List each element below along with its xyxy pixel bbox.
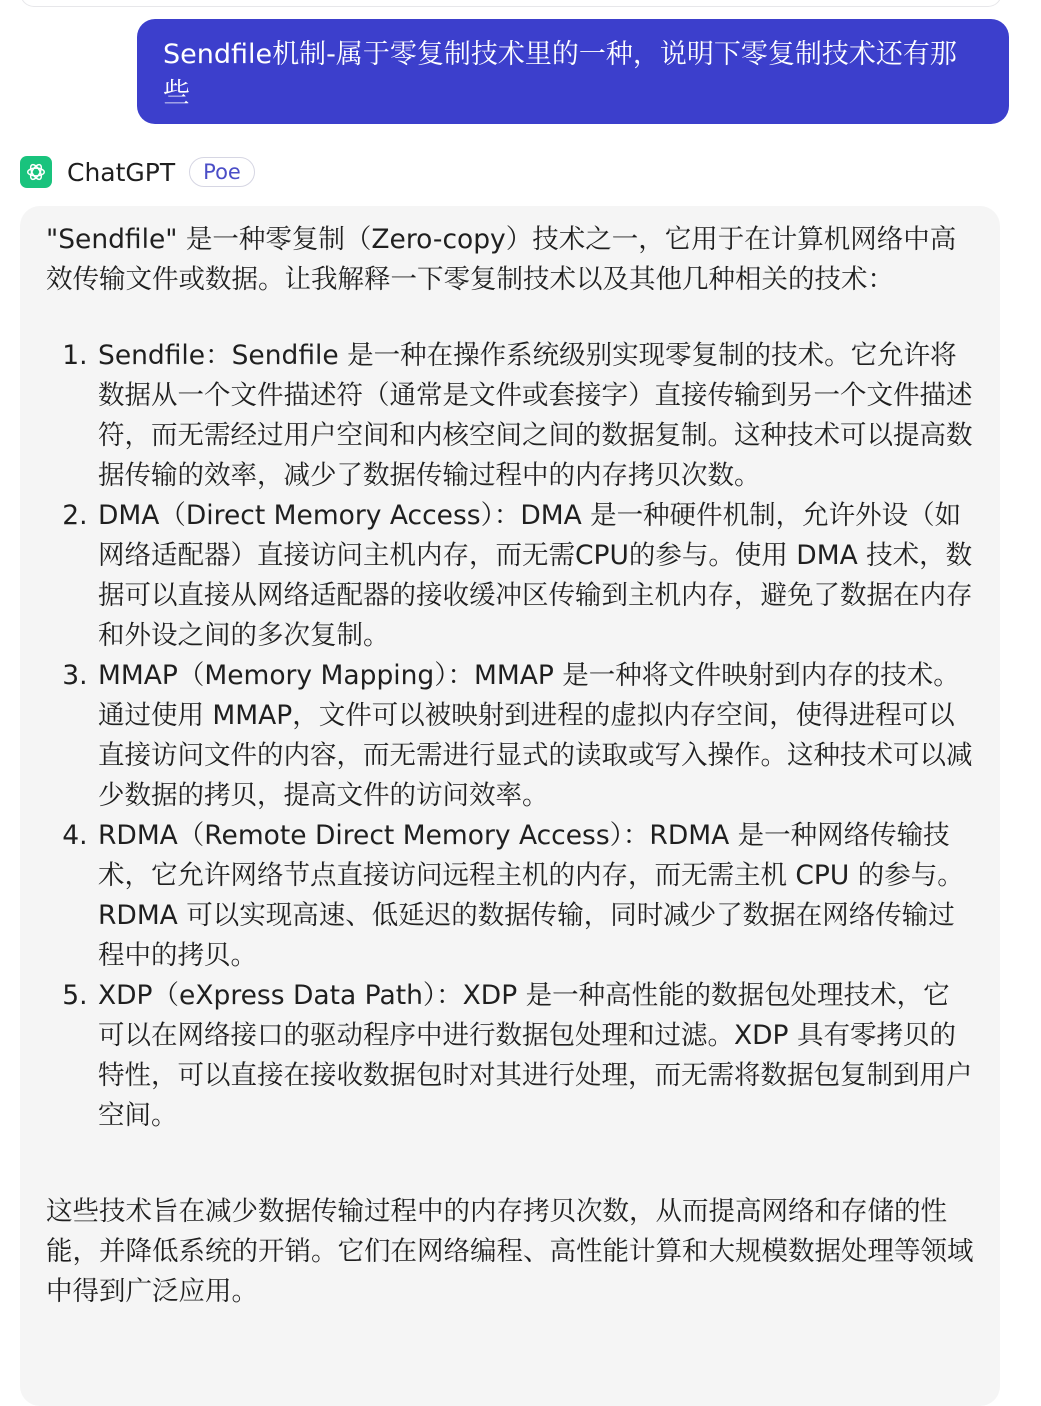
list-item: 3. MMAP（Memory Mapping）：MMAP 是一种将文件映射到内存的技术。通过使用 MMAP，文件可以被映射到进程的虚拟内存空间，使得进程可以直接访问文件的内容，而无需进行显式的读取或写入操作。这种技术可以减少数据的拷贝，提高文件的访问效率。 [96,656,976,816]
openai-knot-icon [25,161,47,183]
bot-platform-badge[interactable]: Poe [189,157,255,187]
answer-list [46,336,976,1136]
bot-header [20,152,255,192]
list-item: 2. DMA（Direct Memory Access）：DMA 是一种硬件机制，允许外设（如网络适配器）直接访问主机内存，而无需CPU的参与。使用 DMA 技术，数据可以直接从网络适配器的接收缓冲区传输到主机内存，避免了数据在内存和外设之间的多次复制。 [96,496,976,656]
bot-message-bubble [20,206,1000,1406]
list-item: 1. Sendfile：Sendfile 是一种在操作系统级别实现零复制的技术。它允许将数据从一个文件描述符（通常是文件或套接字）直接传输到另一个文件描述符，而无需经过用户空间和内核空间之间的数据复制。这种技术可以提高数据传输的效率，减少了数据传输过程中的内存拷贝次数。 [96,336,976,496]
list-item: 4. RDMA（Remote Direct Memory Access）：RDMA 是一种网络传输技术，它允许网络节点直接访问远程主机的内存，而无需主机 CPU 的参与。RDMA 可以实现高速、低延迟的数据传输，同时减少了数据在网络传输过程中的拷贝。 [96,816,976,976]
openai-logo-icon[interactable] [20,156,52,188]
previous-message-edge [20,0,1002,7]
list-item: 5. XDP（eXpress Data Path）：XDP 是一种高性能的数据包处理技术，它可以在网络接口的驱动程序中进行数据包处理和过滤。XDP 具有零拷贝的特性，可以直接在接收数据包时对其进行处理，而无需将数据包复制到用户空间。 [96,976,976,1136]
answer-intro: "Sendfile" 是一种零复制（Zero-copy）技术之一，它用于在计算机网络中高效传输文件或数据。让我解释一下零复制技术以及其他几种相关的技术： [46,224,957,295]
user-message-text: Sendfile机制-属于零复制技术里的一种，说明下零复制技术还有那些 [163,39,957,109]
answer-conclusion: 这些技术旨在减少数据传输过程中的内存拷贝次数，从而提高网络和存储的性能，并降低系统的开销。它们在网络编程、高性能计算和大规模数据处理等领域中得到广泛应用。 [46,1196,974,1307]
user-message-bubble [137,19,1009,124]
bot-name[interactable]: ChatGPT [67,157,176,187]
